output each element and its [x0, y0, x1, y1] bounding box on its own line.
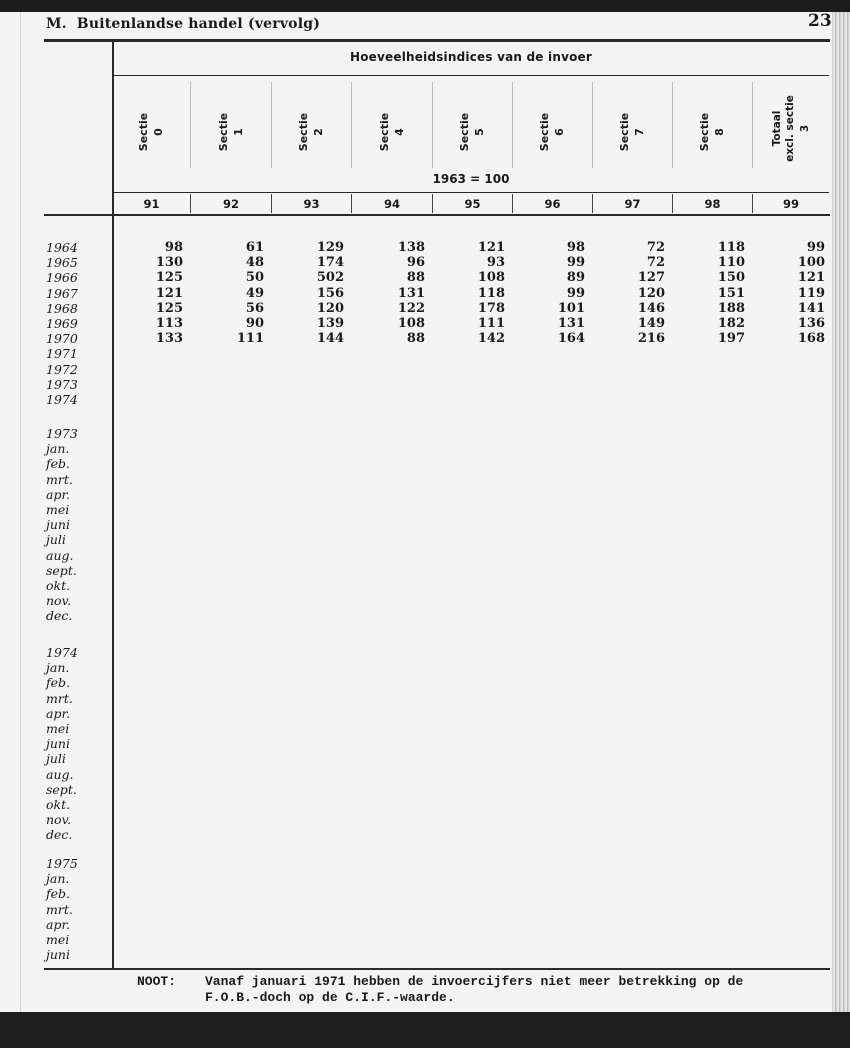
- table-cell: 61: [245, 240, 264, 255]
- table-cell: 131: [397, 285, 425, 301]
- column-number: 98: [704, 197, 721, 211]
- column-header-sectie-8: Sectie 8: [698, 112, 727, 152]
- table-cell: 136: [797, 316, 825, 331]
- row-label-month: okt.: [46, 578, 71, 593]
- table-cell: 139: [316, 316, 344, 331]
- book-binding-edge: [832, 12, 850, 1012]
- table-cell: 99: [566, 285, 585, 301]
- row-label-month: juni: [46, 517, 70, 533]
- table-cell: 110: [717, 255, 745, 271]
- table-cell: 502: [316, 270, 344, 286]
- row-label-month: mrt.: [46, 690, 73, 706]
- table-cell: 72: [646, 240, 665, 255]
- row-label-month: mrt.: [46, 901, 73, 917]
- table-cell: 121: [477, 240, 505, 255]
- table-cell: 197: [717, 331, 745, 347]
- table-cell: 182: [717, 316, 745, 331]
- column-header-sectie-1: Sectie 1: [217, 112, 245, 152]
- table-cell: 178: [477, 300, 505, 316]
- column-header-sectie-6: Sectie 6: [538, 112, 567, 152]
- table-cell: 88: [406, 270, 425, 286]
- table-cell: 151: [717, 285, 745, 301]
- header-bottom-rule: [44, 214, 830, 216]
- column-header-sectie-4: Sectie 4: [378, 112, 406, 152]
- column-header-totaal: Totaal excl. sectie 3: [770, 94, 811, 162]
- table-cell: 131: [557, 316, 585, 331]
- column-header-sectie-2: Sectie 2: [297, 112, 326, 152]
- footnote-label: NOOT:: [137, 974, 177, 989]
- table-cell: 48: [245, 255, 264, 271]
- row-label-month: apr.: [46, 916, 71, 932]
- section-letter: M.: [46, 16, 67, 32]
- table-cell: 127: [637, 270, 665, 286]
- row-label-month: jan.: [46, 660, 70, 676]
- row-label-year: 1971: [46, 346, 78, 362]
- row-label-year: 1968: [46, 300, 78, 316]
- row-label-month: aug.: [46, 766, 74, 782]
- table-cell: 125: [155, 300, 183, 316]
- table-cell: 141: [797, 300, 825, 316]
- table-cell: 93: [486, 255, 505, 271]
- table-cell: 72: [646, 255, 665, 271]
- table-cell: 118: [477, 285, 505, 301]
- column-number: 93: [303, 197, 320, 211]
- table-cell: 138: [397, 240, 425, 255]
- group-title: Hoeveelheidsindices van de invoer: [349, 50, 593, 64]
- top-rule: [44, 39, 830, 42]
- base-year-note: 1963 = 100: [432, 172, 510, 186]
- row-label-month: jan.: [46, 441, 70, 457]
- group-title-rule: [113, 75, 829, 76]
- table-cell: 120: [637, 285, 665, 301]
- table-cell: 120: [316, 300, 344, 316]
- row-label-block-year: 1973: [46, 426, 78, 441]
- row-label-year: 1973: [46, 376, 78, 392]
- table-cell: 168: [797, 331, 825, 347]
- column-number: 94: [383, 197, 400, 211]
- row-label-month: juli: [46, 751, 66, 767]
- column-number: 99: [782, 197, 799, 211]
- row-label-month: mei: [46, 932, 70, 947]
- table-cell: 119: [797, 285, 825, 301]
- row-label-month: feb.: [46, 456, 70, 472]
- table-cell: 49: [245, 285, 264, 301]
- row-label-month: apr.: [46, 486, 71, 502]
- row-label-month: juli: [46, 532, 66, 548]
- scan-background-bottom: [0, 1012, 850, 1048]
- table-cell: 99: [566, 255, 585, 271]
- footnote-line-1: Vanaf januari 1971 hebben de invoercijfers niet meer betrekking op de: [205, 974, 744, 989]
- table-cell: 88: [406, 331, 425, 347]
- table-cell: 142: [477, 331, 505, 347]
- row-label-month: sept.: [46, 562, 77, 578]
- row-label-year: 1966: [46, 270, 78, 286]
- row-label-year: 1972: [46, 361, 78, 377]
- table-cell: 98: [566, 240, 585, 255]
- title-text: Buitenlandse handel (vervolg): [76, 16, 321, 32]
- table-cell: 129: [316, 240, 344, 255]
- table-cell: 98: [164, 240, 183, 255]
- table-cell: 125: [155, 270, 183, 286]
- row-label-month: jan.: [46, 871, 70, 887]
- table-cell: 118: [717, 240, 745, 255]
- row-label-month: apr.: [46, 705, 71, 721]
- row-label-month: dec.: [46, 827, 73, 843]
- table-cell: 146: [637, 300, 665, 316]
- table-cell: 50: [245, 270, 264, 286]
- table-cell: 56: [245, 300, 264, 316]
- row-label-year: 1969: [46, 316, 78, 331]
- table-cell: 96: [406, 255, 425, 271]
- column-number: 95: [464, 197, 481, 211]
- table-cell: 108: [397, 316, 425, 331]
- footnote: [137, 974, 743, 1006]
- row-label-month: feb.: [46, 675, 70, 691]
- column-number: 91: [143, 197, 160, 211]
- row-label-month: dec.: [46, 608, 73, 624]
- row-label-month: nov.: [46, 812, 72, 828]
- table-bottom-rule: [44, 968, 830, 970]
- table-cell: 101: [557, 300, 585, 316]
- row-label-month: aug.: [46, 547, 74, 563]
- table-cell: 89: [566, 270, 585, 286]
- row-label-month: juni: [46, 947, 70, 963]
- table-cell: 100: [797, 255, 825, 271]
- table-cell: 164: [557, 331, 585, 347]
- row-label-month: nov.: [46, 593, 72, 609]
- table-cell: 156: [316, 285, 344, 301]
- table-cell: 121: [797, 270, 825, 286]
- row-label-month: juni: [46, 736, 70, 752]
- table-cell: 99: [806, 240, 825, 255]
- row-label-month: mei: [46, 721, 70, 736]
- table-cell: 130: [155, 255, 183, 271]
- row-label-year: 1970: [46, 331, 78, 347]
- column-header-sectie-0: Sectie 0: [137, 112, 166, 152]
- page-fold-line: [20, 12, 21, 1012]
- table-cell: 216: [637, 331, 665, 347]
- table-cell: 122: [397, 300, 425, 316]
- row-label-year: 1974: [46, 392, 78, 407]
- column-number: 96: [544, 197, 561, 211]
- table-cell: 133: [155, 331, 183, 347]
- footnote-line-2: F.O.B.-doch op de C.I.F.-waarde.: [205, 990, 455, 1005]
- row-label-block-year: 1975: [46, 856, 78, 871]
- table-cell: 149: [637, 316, 665, 331]
- document-title: [46, 16, 320, 32]
- table-cell: 150: [717, 270, 745, 286]
- base-rule: [113, 192, 829, 193]
- row-label-month: mei: [46, 502, 70, 517]
- table-cell: 111: [477, 316, 505, 331]
- table-cell: 174: [316, 255, 344, 271]
- table-cell: 90: [245, 316, 264, 331]
- column-number: 92: [222, 197, 239, 211]
- row-label-month: okt.: [46, 797, 71, 812]
- table-cell: 144: [316, 331, 344, 347]
- row-label-year: 1964: [46, 240, 78, 255]
- column-header-sectie-7: Sectie 7: [618, 112, 647, 152]
- table-cell: 111: [236, 331, 264, 347]
- row-label-block-year: 1974: [46, 645, 78, 660]
- table-cell: 188: [717, 300, 745, 316]
- row-label-year: 1965: [46, 255, 78, 271]
- row-label-year: 1967: [46, 285, 78, 301]
- table-cell: 121: [155, 285, 183, 301]
- table-cell: 108: [477, 270, 505, 286]
- row-label-month: feb.: [46, 886, 70, 902]
- row-label-month: sept.: [46, 781, 77, 797]
- page-number: 23: [808, 11, 832, 31]
- row-label-month: mrt.: [46, 471, 73, 487]
- table-cell: 113: [155, 316, 183, 331]
- column-number: 97: [624, 197, 641, 211]
- column-header-sectie-5: Sectie 5: [458, 112, 487, 152]
